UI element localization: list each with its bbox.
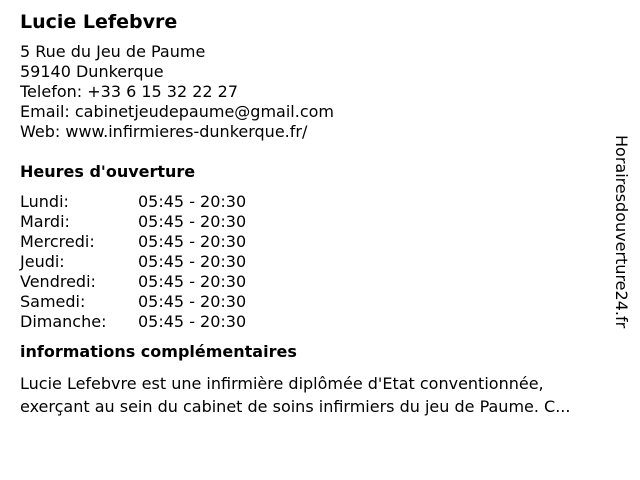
- day-label: Jeudi:: [20, 252, 65, 271]
- additional-info-text: [20, 372, 620, 418]
- business-name: Lucie Lefebvre: [20, 11, 178, 33]
- additional-info-title: informations complémentaires: [20, 342, 297, 361]
- time-range: 05:45 - 20:30: [138, 192, 247, 211]
- day-label: Mardi:: [20, 212, 70, 231]
- time-range: 05:45 - 20:30: [138, 292, 247, 311]
- hours-row-lundi: [20, 192, 620, 212]
- opening-hours-table: [20, 192, 620, 332]
- opening-hours-title: Heures d'ouverture: [20, 162, 196, 181]
- day-label: Samedi:: [20, 292, 86, 311]
- address-street: 5 Rue du Jeu de Paume: [20, 42, 206, 61]
- hours-row-mercredi: [20, 232, 620, 252]
- info-text-line: Lucie Lefebvre est une infirmière diplômée d'Etat conventionnée,: [20, 374, 544, 393]
- email-address: Email: cabinetjeudepaume@gmail.com: [20, 102, 334, 121]
- time-range: 05:45 - 20:30: [138, 312, 247, 331]
- hours-row-samedi: [20, 292, 620, 312]
- time-range: 05:45 - 20:30: [138, 212, 247, 231]
- time-range: 05:45 - 20:30: [138, 252, 247, 271]
- business-card: [20, 10, 620, 418]
- day-label: Vendredi:: [20, 272, 96, 291]
- address-city: 59140 Dunkerque: [20, 62, 164, 81]
- time-range: 05:45 - 20:30: [138, 232, 247, 251]
- hours-row-mardi: [20, 212, 620, 232]
- day-label: Mercredi:: [20, 232, 95, 251]
- day-label: Dimanche:: [20, 312, 107, 331]
- website-address: Web: www.infirmieres-dunkerque.fr/: [20, 122, 308, 141]
- site-watermark: Horairesdouverture24.fr: [612, 135, 631, 329]
- day-label: Lundi:: [20, 192, 69, 211]
- time-range: 05:45 - 20:30: [138, 272, 247, 291]
- hours-row-vendredi: [20, 272, 620, 292]
- info-text-line: exerçant au sein du cabinet de soins infirmiers du jeu de Paume. C...: [20, 397, 571, 416]
- contact-block: [20, 42, 620, 142]
- phone-number: Telefon: +33 6 15 32 22 27: [20, 82, 239, 101]
- hours-row-jeudi: [20, 252, 620, 272]
- hours-row-dimanche: [20, 312, 620, 332]
